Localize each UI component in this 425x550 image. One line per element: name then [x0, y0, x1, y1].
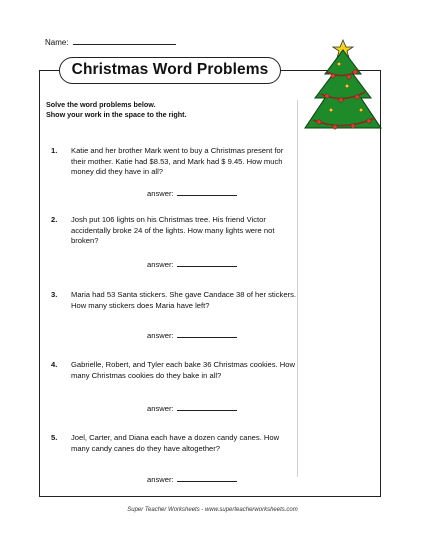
- problem-text: Katie and her brother Mark went to buy a Christmas present for their mother. Katie had $8.53, and Mark had $ 9.45. How much money did they have in all?: [71, 146, 284, 176]
- instructions: [46, 100, 187, 120]
- problem-text: Joel, Carter, and Diana each have a dozen candy canes. How many candy canes do they have altogether?: [71, 433, 280, 453]
- answer-2[interactable]: [147, 258, 237, 269]
- answer-label: answer:: [147, 189, 174, 198]
- answer-line[interactable]: [177, 258, 237, 267]
- name-line[interactable]: [73, 36, 176, 45]
- answer-label: answer:: [147, 404, 174, 413]
- work-area-divider: [297, 100, 298, 477]
- problem-text: Gabrielle, Robert, and Tyler each bake 36 Christmas cookies. How many Christmas cookies do they bake in all?: [71, 360, 295, 380]
- name-label: Name:: [45, 38, 69, 47]
- problem-number: 1.: [51, 146, 58, 155]
- footer-credit: Super Teacher Worksheets - www.superteacherworksheets.com: [127, 507, 298, 513]
- answer-5[interactable]: [147, 473, 237, 484]
- title-banner: [59, 57, 281, 84]
- problem-number: 3.: [51, 290, 58, 299]
- answer-1[interactable]: [147, 187, 237, 198]
- instructions-line-1: Solve the word problems below.: [46, 100, 156, 109]
- answer-line[interactable]: [177, 402, 237, 411]
- answer-label: answer:: [147, 260, 174, 269]
- name-field: [45, 36, 176, 47]
- problem-text: Josh put 106 lights on his Christmas tree. His friend Victor accidentally broke 24 of the lights. How many lights were not broken?: [71, 215, 275, 245]
- answer-label: answer:: [147, 475, 174, 484]
- answer-label: answer:: [147, 331, 174, 340]
- problem-number: 2.: [51, 215, 58, 224]
- answer-line[interactable]: [177, 329, 237, 338]
- problem-number: 5.: [51, 433, 58, 442]
- christmas-tree-icon: [303, 36, 383, 136]
- problem-text: Maria had 53 Santa stickers. She gave Candace 38 of her stickers. How many stickers does Maria have left?: [71, 290, 296, 310]
- answer-line[interactable]: [177, 187, 237, 196]
- page-title: Christmas Word Problems: [71, 61, 269, 78]
- answer-4[interactable]: [147, 402, 237, 413]
- problem-number: 4.: [51, 360, 58, 369]
- answer-3[interactable]: [147, 329, 237, 340]
- instructions-line-2: Show your work in the space to the right.: [46, 110, 187, 119]
- answer-line[interactable]: [177, 473, 237, 482]
